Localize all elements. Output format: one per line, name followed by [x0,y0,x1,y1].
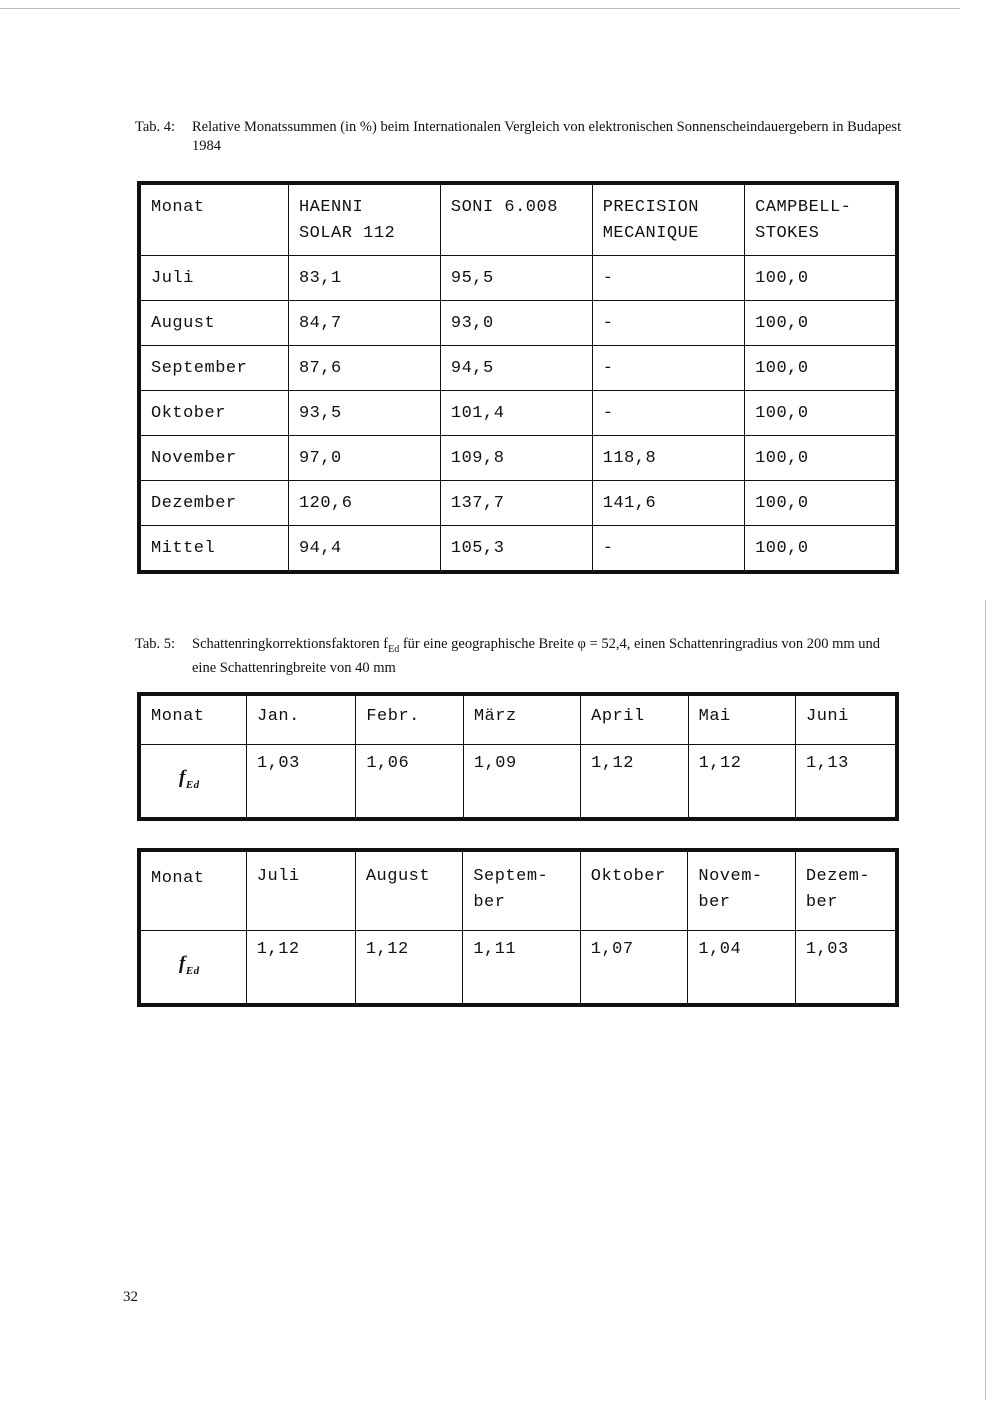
table5-caption-part-a: Schattenringkorrektionsfaktoren f [192,636,389,652]
table-row [139,256,897,301]
table4-cell-soni: 101,4 [440,391,592,436]
table4-cell-precision: - [592,301,744,346]
table5-part2-header-row [139,850,897,930]
table5-part2-value: 1,12 [246,930,355,1005]
table4-header-campbell-line2: STOKES [755,224,820,243]
table5-part2-month-line1: August [365,867,431,886]
table-row [139,526,897,573]
table4-header-haenni-line2: SOLAR 112 [298,224,396,243]
table4-cell-soni: 137,7 [440,481,592,526]
table4-cell-precision: - [592,256,744,301]
table4-header-monat: Monat [139,183,288,256]
table5-part1-value: 1,09 [463,745,580,820]
table5-part1-header-row [139,694,897,745]
factor-symbol-sub: Ed [185,778,200,791]
table-row [139,301,897,346]
table5-part2 [137,848,899,1007]
table4-cell-haenni: 84,7 [288,301,440,346]
factor-symbol-f: f [179,952,186,974]
table5-part1-value: 1,12 [581,745,689,820]
table4-cell-soni: 94,5 [440,346,592,391]
table5-part2-month-line1: Septem- [473,867,549,886]
table4-cell-precision: 118,8 [592,436,744,481]
table-row [139,436,897,481]
table4-cell-haenni: 97,0 [288,436,440,481]
table4-header-precision-line2: MECANIQUE [602,224,700,243]
table4-cell-campbell: 100,0 [745,346,897,391]
table4-cell-monat: Oktober [139,391,288,436]
table4-cell-campbell: 100,0 [745,436,897,481]
factor-symbol [179,951,200,984]
table5-part2-value: 1,12 [355,930,462,1005]
table4-cell-haenni: 83,1 [288,256,440,301]
table5-part2-row-label: Monat [139,850,246,930]
table4-cell-precision: - [592,526,744,573]
table5-label: Tab. 5: [135,636,176,652]
table4-cell-campbell: 100,0 [745,256,897,301]
table4-cell-haenni: 120,6 [288,481,440,526]
table5-part1-value: 1,03 [247,745,356,820]
scan-edge-right [985,600,986,1400]
table5-part1-factor-cell [139,745,247,820]
table5-part1-row-label: Monat [139,694,247,745]
table5-part2-value: 1,11 [463,930,580,1005]
table5-part1-month: Juni [796,694,898,745]
table5-part2-month [463,850,580,930]
table4-cell-soni: 105,3 [440,526,592,573]
table5-part1-month: Mai [688,694,795,745]
table4-cell-soni: 93,0 [440,301,592,346]
table5-part1-value: 1,06 [356,745,464,820]
table5-part2-month-line1: Juli [256,867,300,886]
factor-symbol-f: f [179,767,186,788]
table4-cell-precision: 141,6 [592,481,744,526]
table4 [137,181,899,574]
table4-header-campbell-line1: CAMPBELL- [755,198,852,217]
table4-header-row [139,183,897,256]
table-row [139,391,897,436]
table4-header-soni: SONI 6.008 [440,183,592,256]
factor-symbol-sub: Ed [185,964,200,977]
table4-cell-precision: - [592,391,744,436]
table4-cell-precision: - [592,346,744,391]
table4-caption [135,118,905,156]
table4-cell-haenni: 94,4 [288,526,440,573]
table4-header-precision [592,183,744,256]
table5-part2-month [355,850,462,930]
table5-caption [135,635,905,678]
table5-part1-month: April [581,694,689,745]
table5-part1 [137,692,899,821]
table4-cell-monat: September [139,346,288,391]
table5-part2-month-line1: Dezem- [805,867,871,886]
scan-edge-top [0,8,960,9]
table5-part1-values-row [139,745,897,820]
table5-part1-month: März [463,694,580,745]
table4-label: Tab. 4: [135,119,176,135]
table4-cell-haenni: 93,5 [288,391,440,436]
table5-part2-month [580,850,688,930]
table4-cell-monat: November [139,436,288,481]
table5-part2-month-line2: ber [473,893,506,912]
table4-cell-soni: 95,5 [440,256,592,301]
table5-part2-month [795,850,897,930]
table5-caption-text [192,635,905,678]
table5-caption-subscript: Ed [388,643,400,655]
table5-part1-value: 1,13 [796,745,898,820]
table5-part2-month [688,850,795,930]
table4-cell-campbell: 100,0 [745,391,897,436]
table4-cell-monat: Mittel [139,526,288,573]
page-number: 32 [123,1289,138,1305]
table4-cell-haenni: 87,6 [288,346,440,391]
table5-part2-value: 1,04 [688,930,795,1005]
table5-part2-month-line2: ber [698,893,731,912]
table5-part2-month-line1: Oktober [590,867,666,886]
table5-part2-month-line2: ber [805,893,838,912]
table4-header-haenni [288,183,440,256]
table4-cell-monat: August [139,301,288,346]
table-row [139,481,897,526]
table5-part2-value: 1,07 [580,930,688,1005]
table5-part2-factor-cell [139,930,246,1005]
table4-cell-campbell: 100,0 [745,301,897,346]
table4-header-campbell [745,183,897,256]
table4-cell-monat: Juli [139,256,288,301]
table4-header-precision-line1: PRECISION [602,198,700,217]
table-row [139,346,897,391]
table5-part2-month [246,850,355,930]
factor-symbol [179,765,200,798]
table5-part1-value: 1,12 [688,745,795,820]
table4-caption-text: Relative Monatssummen (in %) beim Internationalen Vergleich von elektronischen Sonnenscheindauergebern in Budapest 1984 [192,119,902,154]
table4-cell-soni: 109,8 [440,436,592,481]
table5-part1-month: Febr. [356,694,464,745]
table4-cell-monat: Dezember [139,481,288,526]
table4-cell-campbell: 100,0 [745,526,897,573]
table5-part2-month-line1: Novem- [698,867,763,886]
table4-header-haenni-line1: HAENNI [298,198,364,217]
table4-cell-campbell: 100,0 [745,481,897,526]
table5-caption-part-b: für eine geographische Breite φ = 52,4, einen Schattenringradius von 200 mm und eine Schattenringbreite von 40 mm [192,636,881,676]
table5-part1-month: Jan. [247,694,356,745]
table5-part2-value: 1,03 [795,930,897,1005]
table5-part2-values-row [139,930,897,1005]
